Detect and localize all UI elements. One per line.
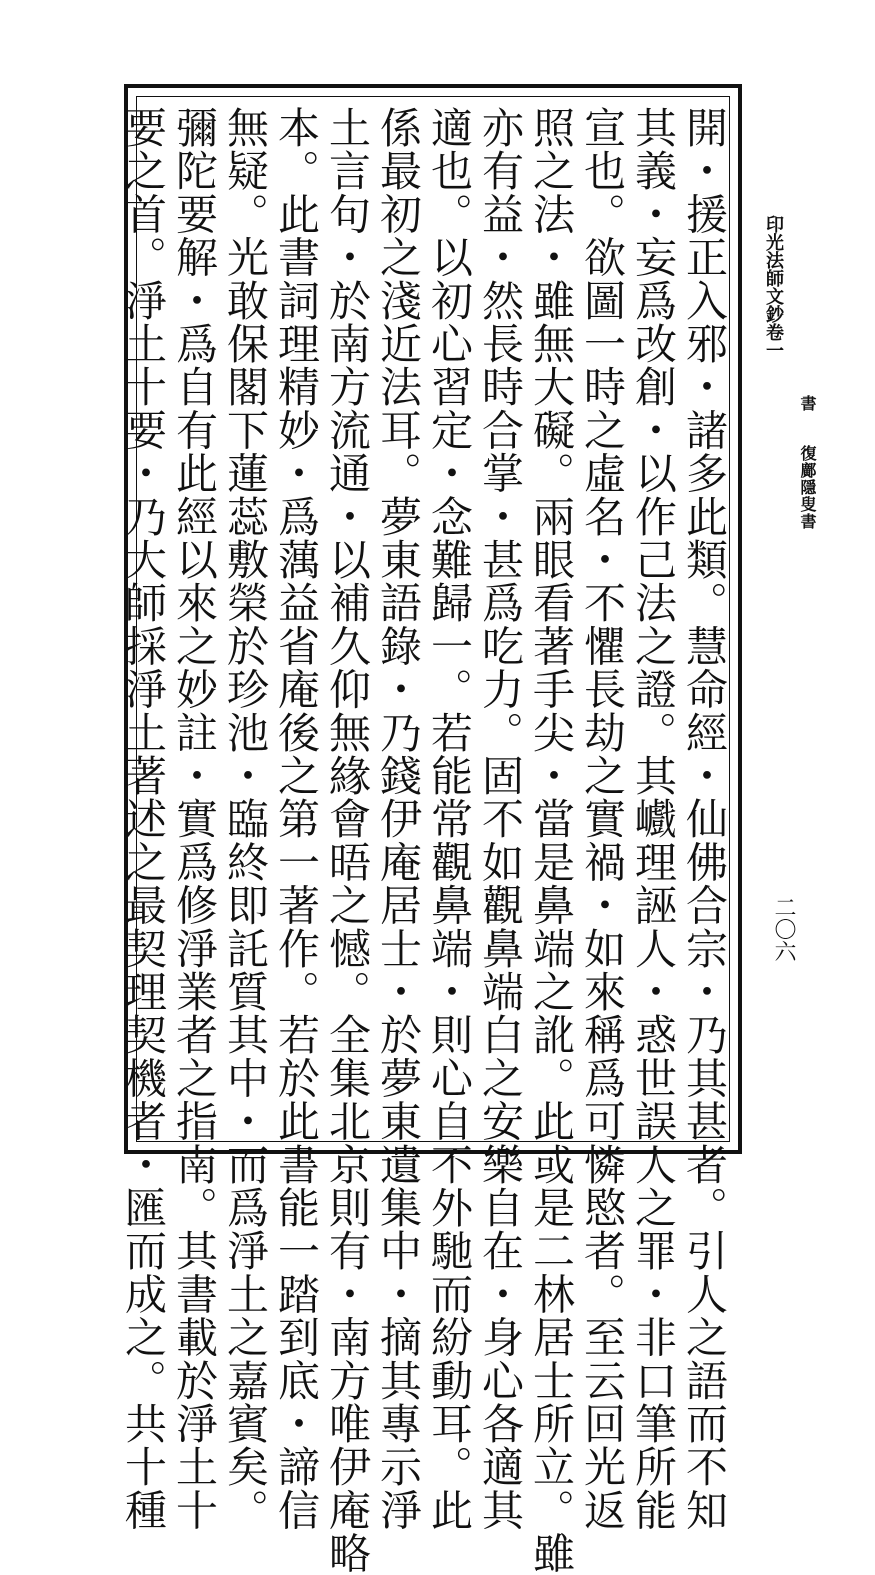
text-column: 亦有益・然長時合掌・甚爲吃力。固不如觀鼻端白之安樂自在・身心各適其 [476,106,525,1532]
text-column: 宣也。欲圖一時之虛名・不懼長劫之實禍・如來稱爲可憐愍者。至云回光返 [578,106,627,1532]
text-column: 照之法・雖無大礙。兩眼看著手尖・當是鼻端之訛。此或是二林居士所立。雖 [527,106,576,1575]
text-column: 其義・妄爲改創・以作己法之證。其巇理誣人・惑世誤人之罪・非口筆所能 [629,106,678,1532]
text-column: 適也。以初心習定・念難歸一。若能常觀鼻端・則心自不外馳而紛動耳。此 [425,106,474,1532]
chapter-title: 復鄺隱叟書 [798,445,817,530]
text-column: 開・援正入邪・諸多此類。慧命經・仙佛合宗・乃其甚者。引人之語而不知 [680,106,729,1532]
page-number: 二〇六 [771,896,796,962]
text-column: 彌陀要解・爲自有此經以來之妙註・實爲修淨業者之指南。其書載於淨土十 [170,106,219,1532]
section-label: 書 [798,395,817,411]
text-column: 土言句・於南方流通・以補久仰無緣會晤之憾。全集北京則有・南方唯伊庵略 [323,106,372,1575]
body-text [119,106,730,1575]
book-title: 印光法師文鈔卷一 [763,215,784,359]
text-column: 無疑。光敢保閣下蓮蕊敷榮於珍池・臨終即託質其中・而爲淨土之嘉賓矣。 [221,106,270,1532]
text-column: 係最初之淺近法耳。夢東語錄・乃錢伊庵居士・於夢東遺集中・摘其專示淨 [374,106,423,1532]
text-column: 本。此書詞理精妙・爲蕅益省庵後之第一著作。若於此書能一踏到底・諦信 [272,106,321,1532]
text-column: 要之首。淨土十要・乃大師採淨土著述之最契理契機者・匯而成之。共十種 [119,106,168,1532]
page-border [119,84,742,1575]
